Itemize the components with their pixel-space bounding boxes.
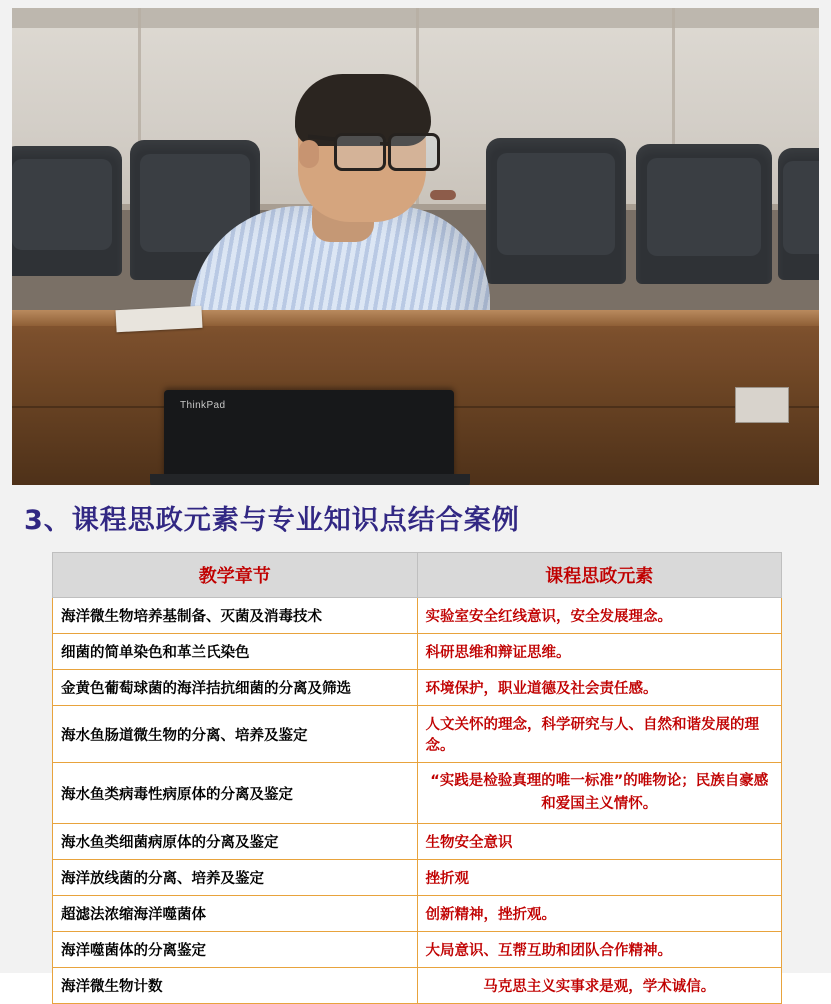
chair bbox=[636, 144, 772, 284]
table-row bbox=[53, 860, 782, 896]
table-row bbox=[53, 598, 782, 634]
chair bbox=[486, 138, 626, 284]
table-body bbox=[53, 598, 782, 1004]
chair bbox=[778, 148, 819, 280]
glasses-bridge bbox=[380, 142, 390, 145]
table-row bbox=[53, 763, 782, 824]
table-header-row bbox=[53, 553, 782, 598]
person-ear bbox=[299, 140, 319, 168]
cell-chapter: 海洋微生物计数 bbox=[53, 968, 418, 1004]
glasses-right-lens bbox=[388, 133, 440, 171]
glasses-left-lens bbox=[334, 133, 386, 171]
table-row bbox=[53, 670, 782, 706]
cell-chapter: 海洋噬菌体的分离鉴定 bbox=[53, 932, 418, 968]
cell-element: 大局意识、互帮互助和团队合作精神。 bbox=[417, 932, 782, 968]
table-row bbox=[53, 824, 782, 860]
table-row bbox=[53, 932, 782, 968]
case-table bbox=[52, 552, 782, 1004]
cell-element: 生物安全意识 bbox=[417, 824, 782, 860]
photo-canvas bbox=[12, 8, 819, 485]
desk-name-plate bbox=[735, 387, 789, 423]
laptop-base bbox=[150, 474, 470, 485]
cell-element: 实验室安全红线意识，安全发展理念。 bbox=[417, 598, 782, 634]
chair bbox=[12, 146, 122, 276]
cell-chapter: 细菌的简单染色和革兰氏染色 bbox=[53, 634, 418, 670]
person-mouth bbox=[430, 190, 456, 200]
table-row bbox=[53, 896, 782, 932]
column-header-element: 课程思政元素 bbox=[417, 553, 782, 598]
cell-element: 创新精神，挫折观。 bbox=[417, 896, 782, 932]
cell-element: 马克思主义实事求是观，学术诚信。 bbox=[417, 968, 782, 1004]
paper-sheet bbox=[115, 306, 202, 332]
column-header-chapter: 教学章节 bbox=[53, 553, 418, 598]
laptop-brand-label: ThinkPad bbox=[180, 400, 226, 411]
table-head bbox=[53, 553, 782, 598]
table-row bbox=[53, 634, 782, 670]
cell-chapter: 金黄色葡萄球菌的海洋拮抗细菌的分离及筛选 bbox=[53, 670, 418, 706]
table-row bbox=[53, 706, 782, 763]
cell-chapter: 海洋放线菌的分离、培养及鉴定 bbox=[53, 860, 418, 896]
cell-element: 科研思维和辩证思维。 bbox=[417, 634, 782, 670]
cell-element: 挫折观 bbox=[417, 860, 782, 896]
cell-chapter: 超滤法浓缩海洋噬菌体 bbox=[53, 896, 418, 932]
cell-chapter: 海水鱼类病毒性病原体的分离及鉴定 bbox=[53, 763, 418, 824]
cell-element: 环境保护，职业道德及社会责任感。 bbox=[417, 670, 782, 706]
cell-element: 人文关怀的理念，科学研究与人、自然和谐发展的理念。 bbox=[417, 706, 782, 763]
meeting-room-photo bbox=[12, 8, 819, 485]
table-row bbox=[53, 968, 782, 1004]
cell-chapter: 海水鱼肠道微生物的分离、培养及鉴定 bbox=[53, 706, 418, 763]
cell-element: “实践是检验真理的唯一标准”的唯物论；民族自豪感和爱国主义情怀。 bbox=[417, 763, 782, 824]
section-heading: 3、课程思政元素与专业知识点结合案例 bbox=[24, 505, 520, 536]
case-table-container bbox=[52, 552, 782, 1004]
cell-chapter: 海水鱼类细菌病原体的分离及鉴定 bbox=[53, 824, 418, 860]
cell-chapter: 海洋微生物培养基制备、灭菌及消毒技术 bbox=[53, 598, 418, 634]
